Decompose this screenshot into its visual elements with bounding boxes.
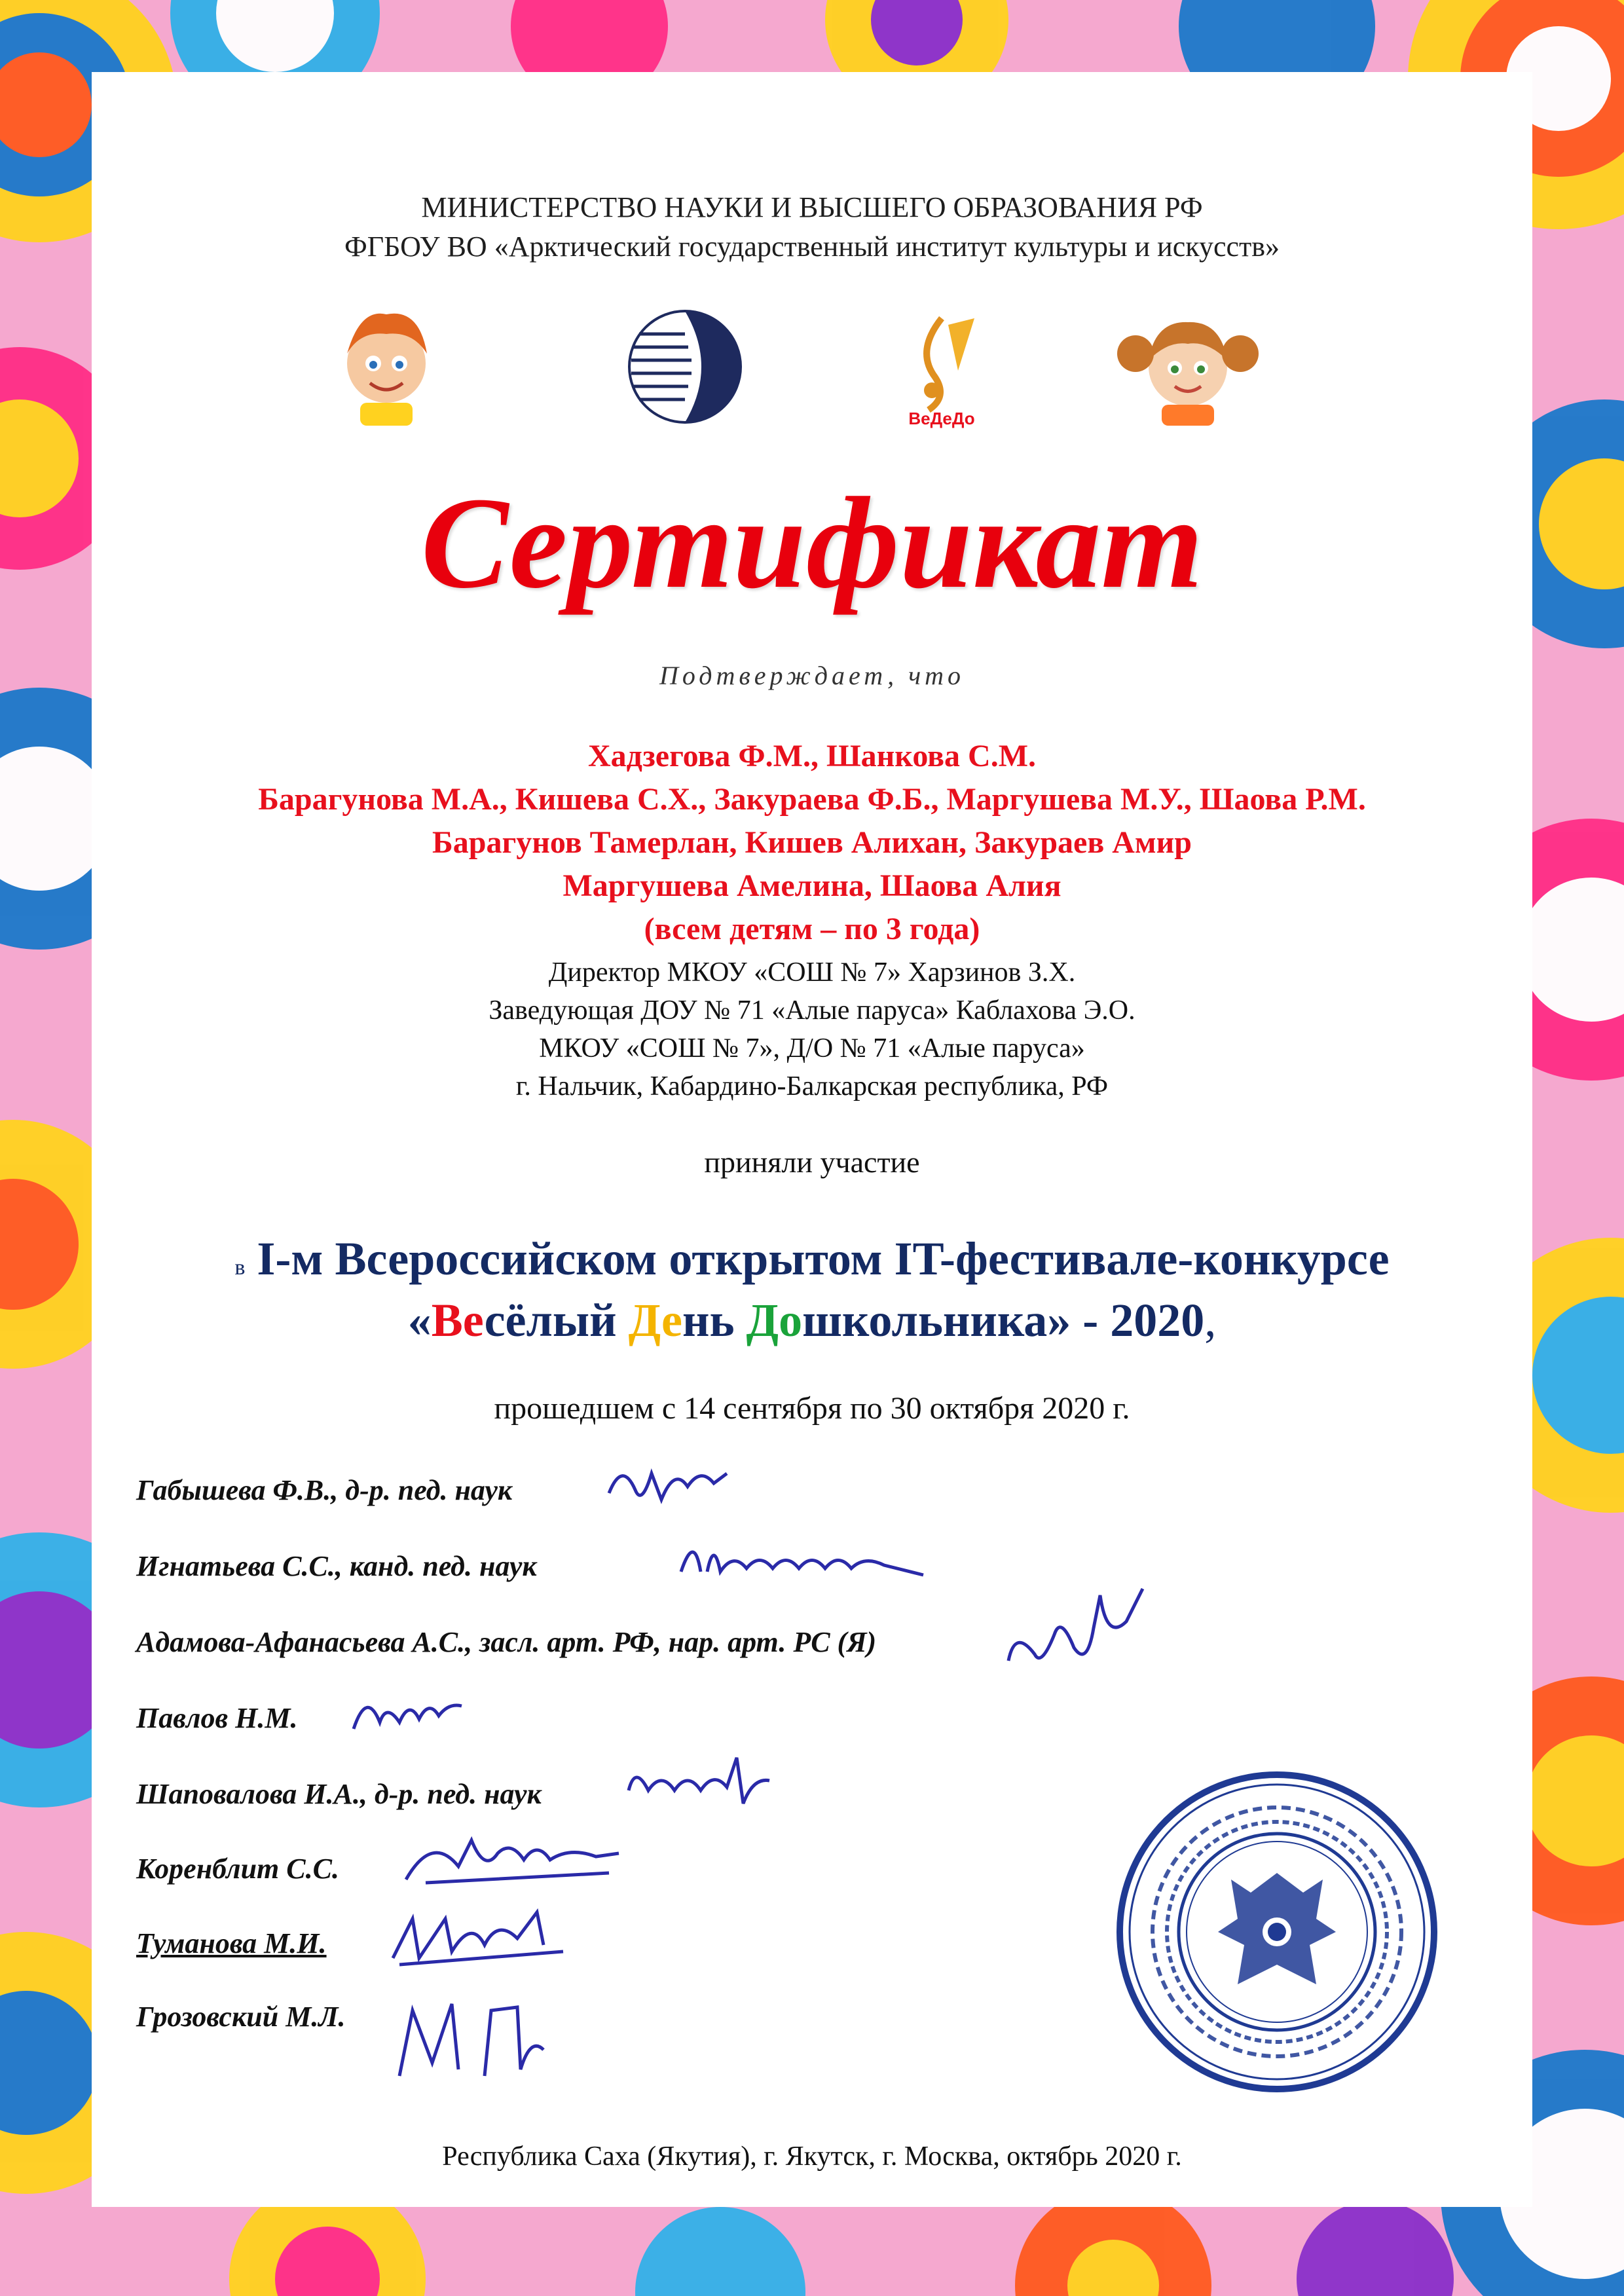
- festival-word-do: До: [746, 1294, 803, 1346]
- signature-mark: [347, 1683, 465, 1742]
- signature-mark: [386, 1899, 570, 1971]
- festival-name-line1: [92, 1229, 1532, 1298]
- vededo-logo-text: ВеДеДо: [908, 409, 975, 428]
- affiliation-line: Директор МКОУ «СОШ № 7» Харзинов З.Х.: [548, 957, 1076, 988]
- participant-age-note: (всем детям – по 3 года): [644, 912, 980, 946]
- signatory-name: Коренблит С.С.: [136, 1853, 339, 1885]
- signatory-name: Туманова М.И.: [136, 1927, 327, 1959]
- festival-word-nj: нь: [682, 1294, 747, 1346]
- festival-quote-close: » - 2020: [1047, 1294, 1205, 1346]
- confirms-text: Подтверждает, что: [659, 661, 965, 690]
- boy-cartoon-icon: [341, 308, 432, 426]
- ministry-line: МИНИСТЕРСТВО НАУКИ И ВЫСШЕГО ОБРАЗОВАНИЯ РФ: [421, 191, 1203, 223]
- festival-comma: ,: [1204, 1294, 1217, 1346]
- festival-word-selyi: сёлый: [484, 1294, 629, 1346]
- signature-mark: [622, 1745, 773, 1817]
- participant-line: Барагунов Тамерлан, Кишев Алихан, Закураев Амир: [432, 825, 1192, 860]
- signature-mark: [399, 1821, 622, 1893]
- participant-line: Хадзегова Ф.М., Шанкова С.М.: [587, 739, 1037, 773]
- signature-mark: [602, 1454, 733, 1519]
- participant-line: Маргушева Амелина, Шаова Алия: [563, 868, 1061, 903]
- festival-name-line2: [92, 1290, 1532, 1350]
- signatory-name: Игнатьева С.С., канд. пед. наук: [136, 1550, 537, 1582]
- affiliation-line: Заведующая ДОУ № 71 «Алые паруса» Каблахова Э.О.: [489, 995, 1135, 1026]
- festival-dates: прошедшем с 14 сентября по 30 октября 2020 г.: [494, 1391, 1130, 1426]
- took-part-text: приняли участие: [704, 1145, 920, 1179]
- official-seal-icon: [1113, 1768, 1441, 2096]
- signature-mark: [995, 1582, 1146, 1687]
- affiliation-line: МКОУ «СОШ № 7», Д/О № 71 «Алые паруса»: [539, 1033, 1085, 1064]
- vededo-logo-icon: [896, 312, 987, 430]
- festival-word-shkolnika: школьника: [802, 1294, 1048, 1346]
- festival-title: I-м Всероссийском открытом IT-фестивале-конкурсе: [257, 1232, 1390, 1285]
- signatory-name: Габышева Ф.В., д-р. пед. наук: [136, 1474, 513, 1506]
- signatory-name: Павлов Н.М.: [136, 1702, 298, 1734]
- signature-mark: [386, 1978, 550, 2089]
- signatory-name: Шаповалова И.А., д-р. пед. наук: [136, 1778, 542, 1810]
- footer-location-date: Республика Саха (Якутия), г. Якутск, г. Москва, октябрь 2020 г.: [442, 2141, 1182, 2172]
- signatory-name: Грозовский М.Л.: [136, 2001, 346, 2033]
- certificate-title: Сертификат: [420, 471, 1204, 616]
- affiliation-line: г. Нальчик, Кабардино-Балкарская республика, РФ: [515, 1071, 1109, 1102]
- girl-cartoon-icon: [1109, 308, 1266, 426]
- signatory-name: Адамова-Афанасьева А.С., засл. арт. РФ, нар. арт. РС (Я): [136, 1626, 877, 1658]
- festival-word-de: Де: [628, 1294, 682, 1346]
- festival-word-ve: Ве: [431, 1294, 485, 1346]
- festival-quote-open: «: [407, 1294, 432, 1346]
- signature-mark: [668, 1526, 930, 1591]
- institute-line: ФГБОУ ВО «Арктический государственный институт культуры и искусств»: [344, 231, 1280, 263]
- participant-line: Барагунова М.А., Кишева С.Х., Закураева Ф.Б., Маргушева М.У., Шаова Р.М.: [258, 782, 1366, 817]
- festival-prefix: в: [234, 1255, 246, 1280]
- institute-logo-icon: [626, 308, 744, 426]
